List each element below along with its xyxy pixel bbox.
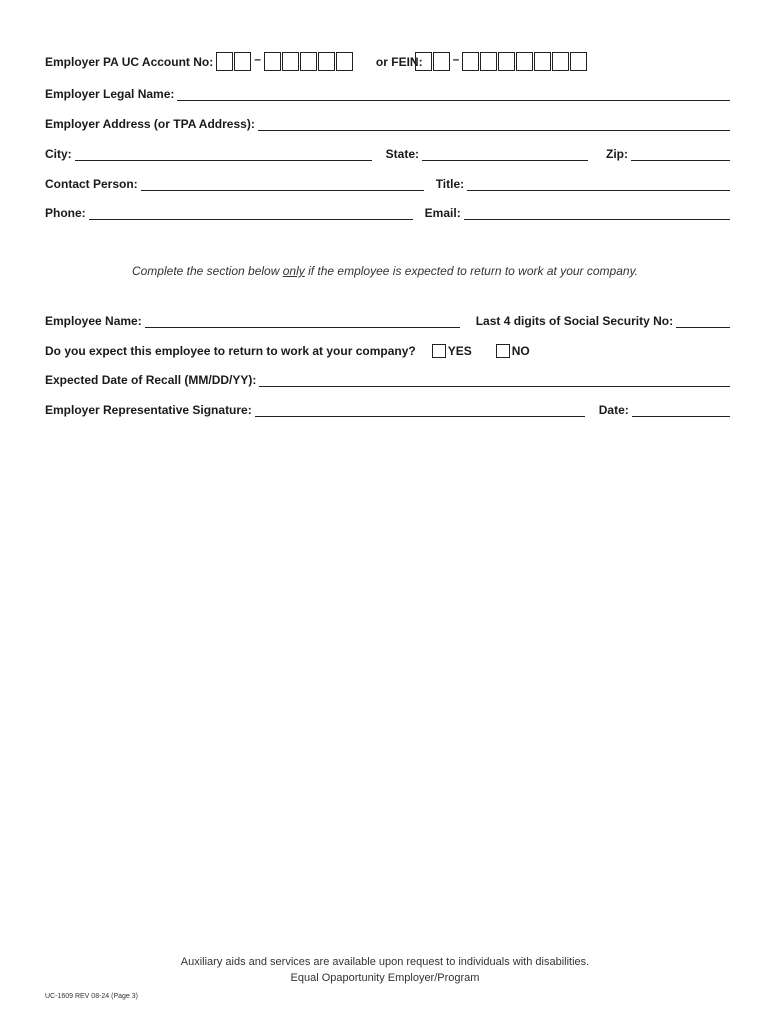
date-field[interactable] — [632, 415, 730, 417]
recall-date-label: Expected Date of Recall (MM/DD/YY): — [45, 373, 257, 387]
address-row — [45, 114, 730, 134]
address-label: Employer Address (or TPA Address): — [45, 117, 255, 131]
account-digit-box[interactable] — [282, 52, 299, 71]
fein-digit-box[interactable] — [552, 52, 569, 71]
return-question-label: Do you expect this employee to return to work at your company? — [45, 344, 416, 358]
contact-label: Contact Person: — [45, 177, 138, 191]
fein-digit-box[interactable] — [570, 52, 587, 71]
legal-name-row — [45, 84, 730, 104]
legal-name-label: Employer Legal Name: — [45, 87, 175, 101]
account-digit-box[interactable] — [216, 52, 233, 71]
ssn-field[interactable] — [676, 326, 730, 328]
fein-number-boxes[interactable] — [415, 52, 589, 72]
city-label: City: — [45, 147, 72, 161]
return-question-row — [45, 341, 730, 361]
fein-digit-box[interactable] — [516, 52, 533, 71]
phone-row — [45, 203, 730, 223]
phone-field[interactable] — [89, 218, 413, 220]
employee-name-field[interactable] — [145, 326, 460, 328]
yes-label: YES — [447, 344, 472, 358]
ssn-label: Last 4 digits of Social Security No: — [475, 314, 674, 328]
zip-field[interactable] — [631, 159, 730, 161]
fein-digit-box[interactable] — [480, 52, 497, 71]
account-label: Employer PA UC Account No: — [45, 55, 214, 69]
phone-label: Phone: — [45, 206, 86, 220]
state-label: State: — [385, 147, 420, 161]
state-field[interactable] — [422, 159, 588, 161]
account-digit-box[interactable] — [336, 52, 353, 71]
employee-row — [45, 311, 730, 331]
employee-name-label: Employee Name: — [45, 314, 142, 328]
yes-checkbox[interactable] — [432, 344, 446, 358]
dash-separator: – — [452, 52, 460, 66]
account-digit-box[interactable] — [264, 52, 281, 71]
fein-digit-box[interactable] — [498, 52, 515, 71]
legal-name-field[interactable] — [177, 99, 730, 101]
account-number-boxes[interactable] — [216, 52, 354, 72]
zip-label: Zip: — [606, 147, 629, 161]
signature-row — [45, 400, 730, 420]
contact-field[interactable] — [141, 189, 424, 191]
accessibility-notice: Auxiliary aids and services are available upon request to individuals with disabilities. — [180, 956, 590, 968]
signature-label: Employer Representative Signature: — [45, 403, 252, 417]
account-digit-box[interactable] — [318, 52, 335, 71]
account-digit-box[interactable] — [234, 52, 251, 71]
recall-date-row — [45, 370, 730, 390]
email-field[interactable] — [464, 218, 730, 220]
yes-option[interactable] — [432, 344, 472, 361]
instruction-text-before: Complete the section below — [131, 264, 283, 278]
date-label: Date: — [598, 403, 629, 417]
fein-digit-box[interactable] — [462, 52, 479, 71]
section-instruction — [0, 264, 770, 278]
city-state-zip-row — [45, 144, 730, 164]
contact-row — [45, 174, 730, 194]
account-digit-box[interactable] — [300, 52, 317, 71]
account-row — [45, 52, 730, 72]
dash-separator: – — [254, 52, 261, 66]
no-checkbox[interactable] — [496, 344, 510, 358]
city-field[interactable] — [75, 159, 372, 161]
title-field[interactable] — [467, 189, 730, 191]
title-label: Title: — [435, 177, 465, 191]
address-field[interactable] — [258, 129, 730, 131]
recall-date-field[interactable] — [259, 385, 730, 387]
no-label: NO — [511, 344, 530, 358]
equal-opportunity-notice: Equal Opaportunity Employer/Program — [290, 972, 480, 984]
form-number: UC-1609 REV 08-24 (Page 3) — [45, 993, 138, 1000]
fein-digit-box[interactable] — [415, 52, 432, 71]
instruction-text-after: if the employee is expected to return to work at your company. — [304, 264, 639, 278]
no-option[interactable] — [496, 344, 530, 361]
signature-field[interactable] — [255, 415, 585, 417]
fein-digit-box[interactable] — [433, 52, 450, 71]
fein-label: or FEIN: — [375, 55, 423, 69]
fein-digit-box[interactable] — [534, 52, 551, 71]
email-label: Email: — [424, 206, 461, 220]
instruction-emphasis: only — [282, 264, 305, 278]
